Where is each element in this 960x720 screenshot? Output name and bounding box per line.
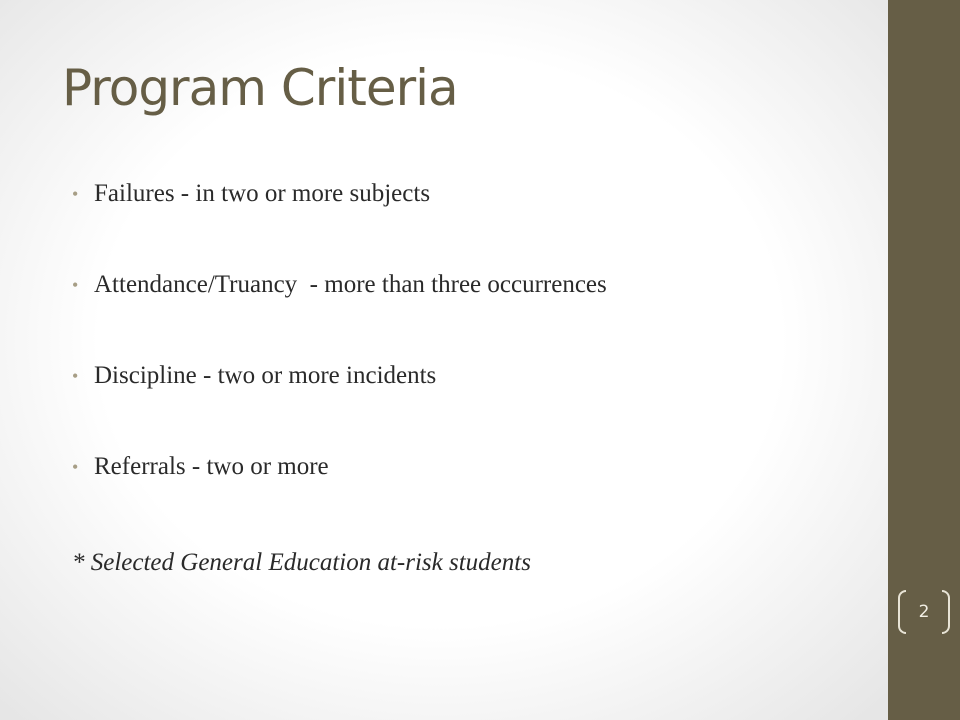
bullet-dot-icon: • (72, 366, 79, 386)
footnote: * Selected General Education at-risk students (72, 549, 531, 576)
bullet-item (72, 356, 852, 447)
bullet-item (72, 265, 852, 356)
page-number: 2 (918, 602, 930, 622)
page-number-badge (898, 590, 950, 634)
bullet-text: Attendance/Truancy - more than three occurrences (94, 271, 607, 298)
bullet-dot-icon: • (72, 184, 79, 204)
bullet-item (72, 174, 852, 265)
bullet-dot-icon: • (72, 457, 79, 477)
bullet-text: Failures - in two or more subjects (94, 180, 431, 207)
bullet-text: Discipline - two or more incidents (94, 362, 437, 389)
bullet-item (72, 447, 852, 538)
bullet-list (72, 174, 852, 538)
bullet-dot-icon: • (72, 275, 79, 295)
bullet-text: Referrals - two or more (94, 453, 329, 480)
slide-title: Program Criteria (62, 59, 458, 117)
